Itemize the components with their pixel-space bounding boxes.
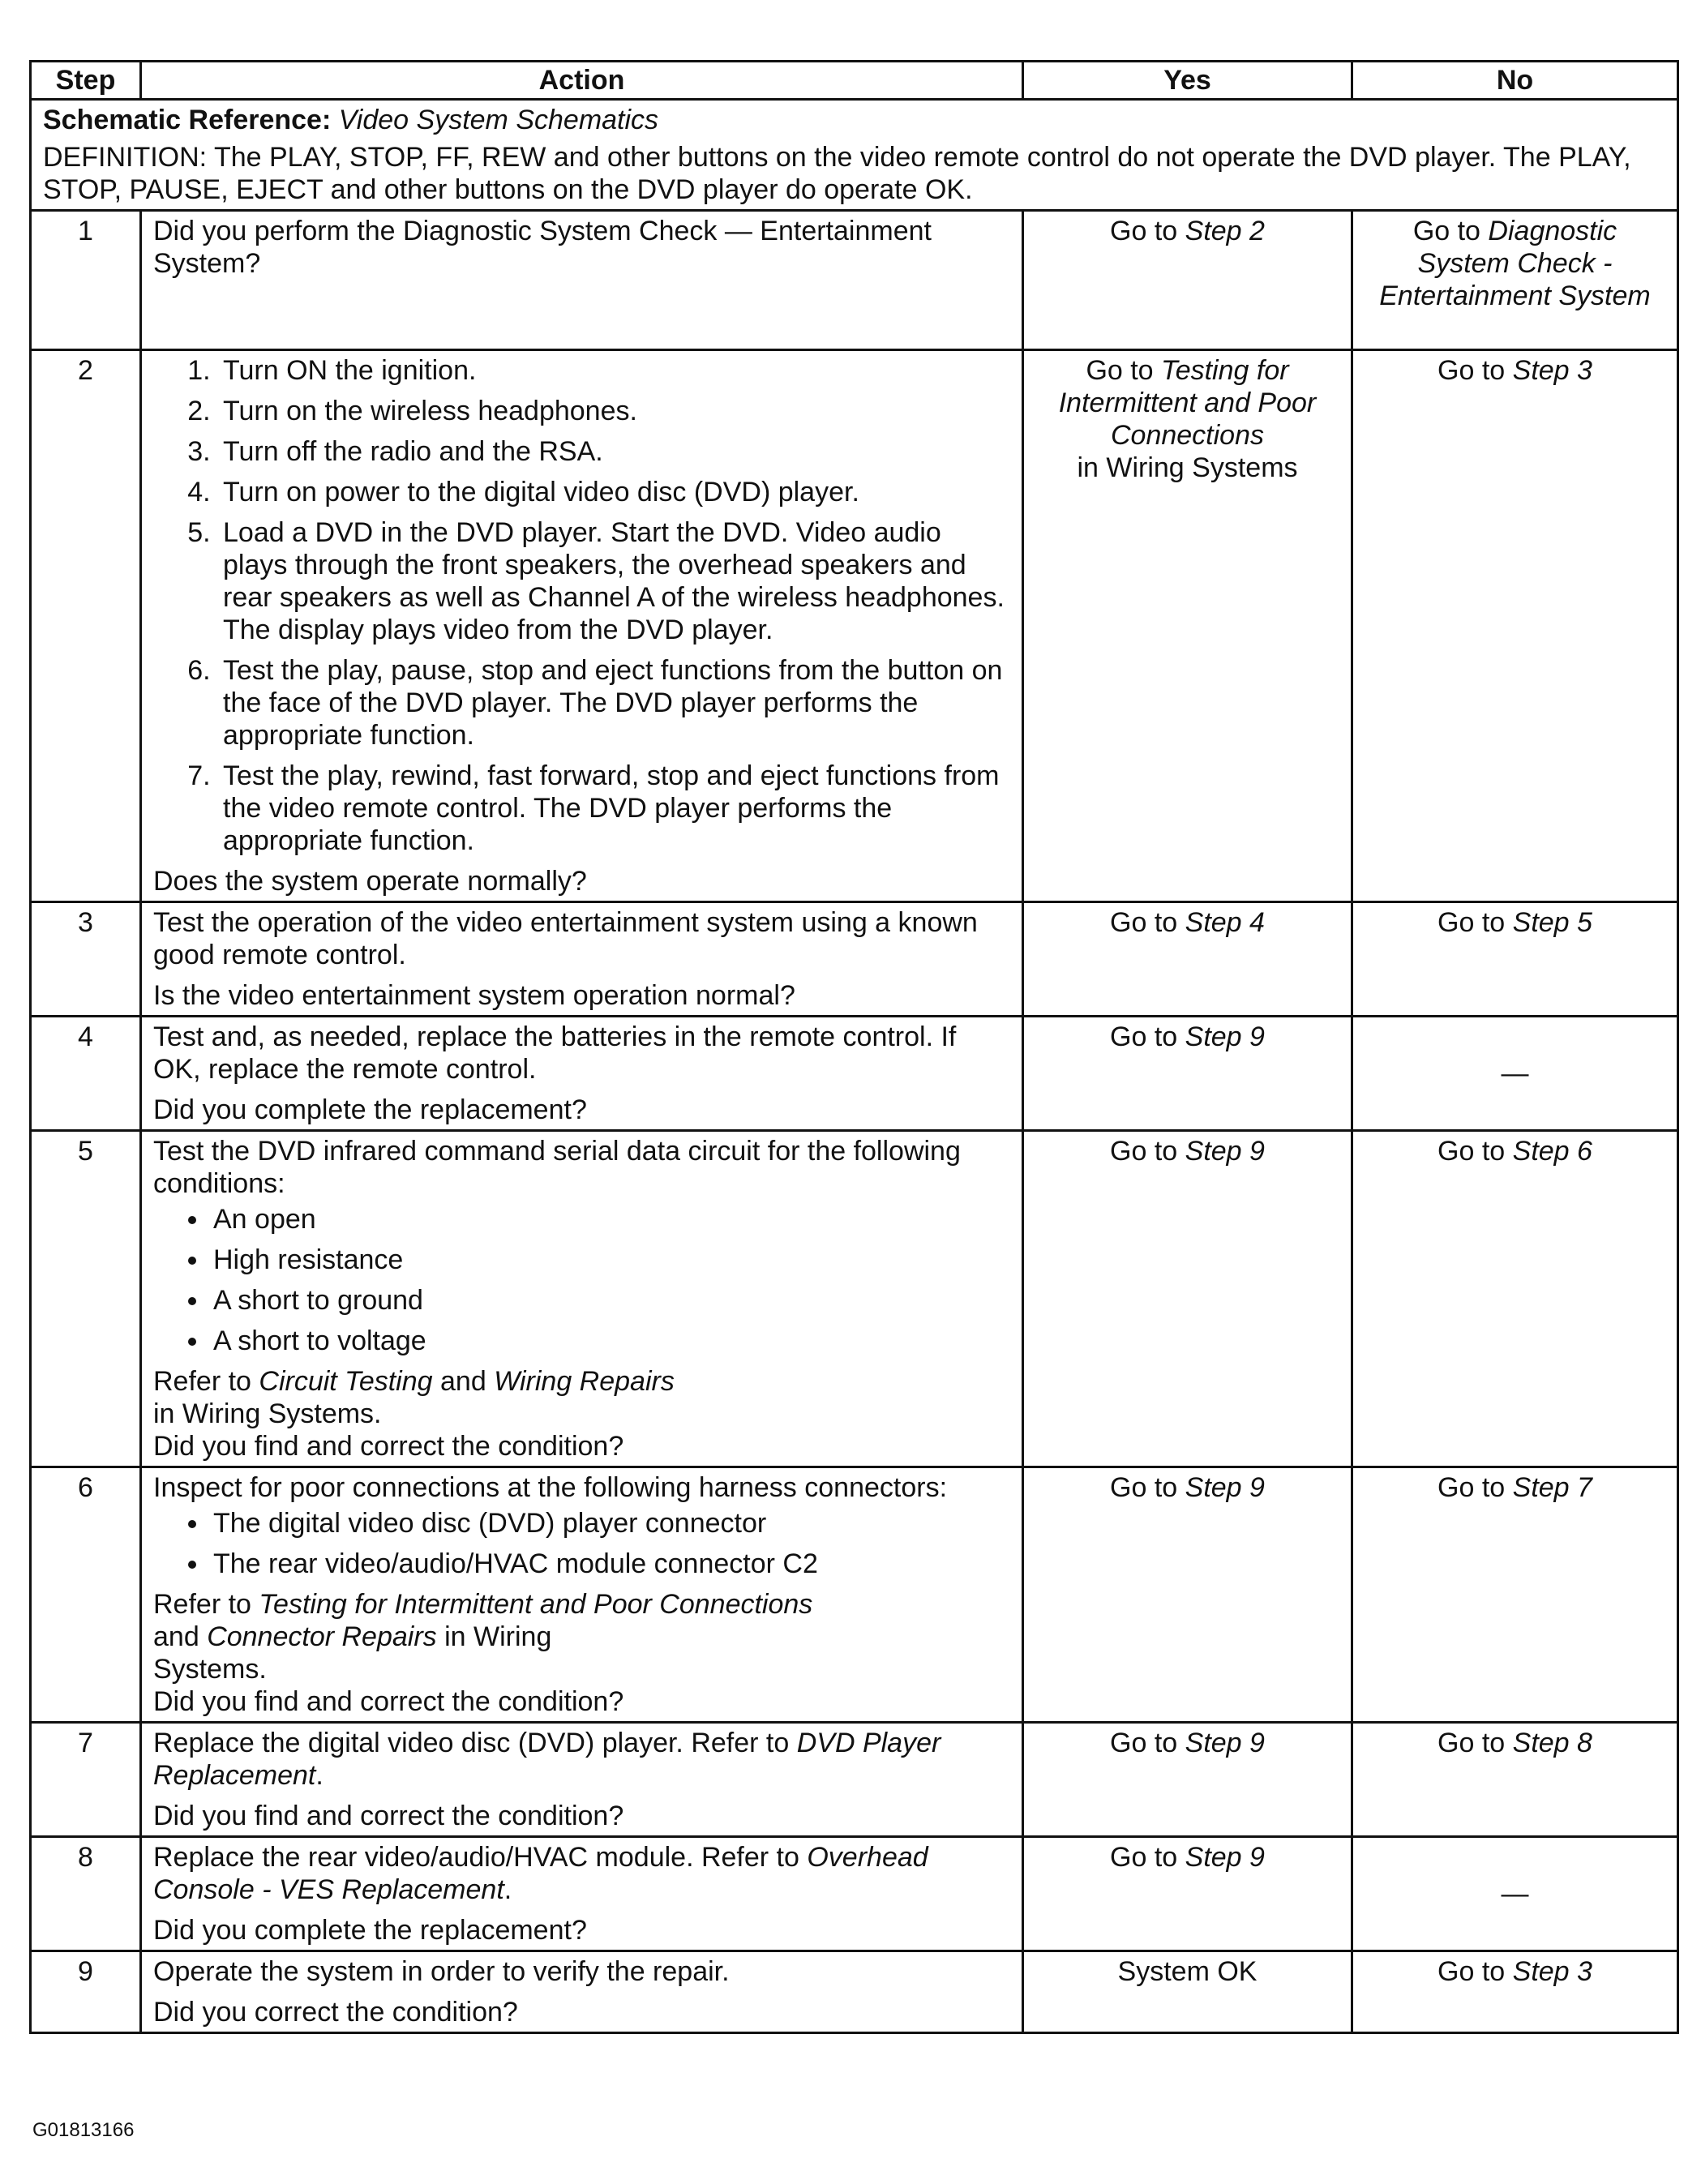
yes-cell: Go to Testing for Intermittent and Poor Connections in Wiring Systems (1023, 350, 1352, 902)
no-link[interactable]: Step 7 (1512, 1472, 1592, 1503)
header-no: No (1352, 62, 1678, 100)
connector-repairs-link[interactable]: Connector Repairs (207, 1621, 437, 1652)
step-number: 6 (31, 1467, 141, 1723)
action-cell (141, 1017, 1023, 1131)
question-text: Did you find and correct the condition? (153, 1686, 624, 1717)
list-item: • A short to voltage (210, 1325, 1010, 1357)
step-number: 8 (31, 1837, 141, 1951)
yes-link[interactable]: Step 9 (1185, 1136, 1265, 1167)
no-link[interactable]: Step 3 (1512, 1956, 1592, 1987)
no-cell: Go to Step 6 (1352, 1131, 1678, 1467)
list-item: 1. Turn ON the ignition. (218, 354, 1010, 387)
yes-link[interactable]: Step 4 (1185, 907, 1265, 938)
no-link[interactable]: Step 3 (1512, 355, 1592, 386)
step-number: 5 (31, 1131, 141, 1467)
yes-link[interactable]: Testing for Intermittent and Poor Connections (1058, 355, 1317, 451)
no-cell: Go to Diagnostic System Check - Entertainment System (1352, 211, 1678, 350)
schematic-reference-label: Schematic Reference: (43, 105, 332, 135)
table-row (31, 1723, 1678, 1837)
no-link[interactable]: Step 8 (1512, 1728, 1592, 1758)
list-item: • The rear video/audio/HVAC module connector C2 (210, 1548, 1010, 1580)
table-row (31, 350, 1678, 902)
connector-list (153, 1507, 1010, 1580)
question-text: Did you find and correct the condition? (153, 1801, 624, 1831)
step-number: 2 (31, 350, 141, 902)
condition-list (153, 1203, 1010, 1357)
action-text: Test the DVD infrared command serial data circuit for the following conditions: (153, 1136, 961, 1199)
procedure-list (153, 354, 1010, 857)
yes-cell: Go to Step 9 (1023, 1837, 1352, 1951)
question-text: Did you correct the condition? (153, 1997, 518, 2028)
action-text: Operate the system in order to verify the repair. (153, 1956, 730, 1987)
list-item: 5. Load a DVD in the DVD player. Start the DVD. Video audio plays through the front speakers, the overhead speakers and rear speakers as well as Channel A of the wireless headphones. The display plays video from the DVD player. (218, 516, 1010, 646)
table-row (31, 1017, 1678, 1131)
yes-cell: Go to Step 9 (1023, 1017, 1352, 1131)
list-item: 4. Turn on power to the digital video disc (DVD) player. (218, 476, 1010, 508)
list-item: • A short to ground (210, 1284, 1010, 1317)
action-cell (141, 1837, 1023, 1951)
action-text: Replace the digital video disc (DVD) player. Refer to DVD Player Replacement. (153, 1728, 941, 1791)
no-cell: Go to Step 3 (1352, 1951, 1678, 2033)
action-cell (141, 1723, 1023, 1837)
testing-intermittent-link[interactable]: Testing for Intermittent and Poor Connections (259, 1589, 813, 1620)
header-yes: Yes (1023, 62, 1352, 100)
circuit-testing-link[interactable]: Circuit Testing (259, 1366, 433, 1397)
action-text: Replace the rear video/audio/HVAC module. Refer to Overhead Console - VES Replacement. (153, 1842, 928, 1905)
step-number: 1 (31, 211, 141, 350)
table-row (31, 1131, 1678, 1467)
table-row (31, 211, 1678, 350)
no-cell: — (1352, 1837, 1678, 1951)
yes-link[interactable]: Step 9 (1185, 1472, 1265, 1503)
table-row (31, 1951, 1678, 2033)
refer-text: Refer to Testing for Intermittent and Poor Connections (153, 1589, 813, 1620)
table-row (31, 1467, 1678, 1723)
action-cell (141, 1951, 1023, 2033)
yes-cell: Go to Step 9 (1023, 1467, 1352, 1723)
list-item: • High resistance (210, 1244, 1010, 1276)
figure-id: G01813166 (32, 2119, 135, 2141)
dvd-player-replacement-link[interactable]: DVD Player Replacement (153, 1728, 941, 1791)
no-link[interactable]: Step 5 (1512, 907, 1592, 938)
action-cell: Inspect for poor connections at the following harness connectors: • The digital video disc (DVD) player connector • The rear video/audio/HVAC module connector C2 Refer to Testing for Intermittent and Poor Connections and Connector Repairs in Wiring Systems. Did you find and correct the condition? (141, 1467, 1023, 1723)
yes-cell: Go to Step 9 (1023, 1131, 1352, 1467)
wiring-repairs-link[interactable]: Wiring Repairs (494, 1366, 675, 1397)
list-item: 7. Test the play, rewind, fast forward, stop and eject functions from the video remote control. The DVD player performs the appropriate function. (218, 760, 1010, 857)
no-cell: Go to Step 5 (1352, 902, 1678, 1017)
yes-cell: Go to Step 2 (1023, 211, 1352, 350)
table-header-row (31, 62, 1678, 100)
action-cell (141, 211, 1023, 350)
refer-text: Refer to Circuit Testing and Wiring Repairs (153, 1366, 675, 1397)
yes-link[interactable]: Step 9 (1185, 1842, 1265, 1873)
yes-link[interactable]: Step 2 (1185, 216, 1265, 246)
question-text: Did you complete the replacement? (153, 1915, 587, 1946)
yes-cell: Go to Step 9 (1023, 1723, 1352, 1837)
question-text: Did you find and correct the condition? (153, 1431, 624, 1462)
list-item: 3. Turn off the radio and the RSA. (218, 435, 1010, 468)
header-action: Action (141, 62, 1023, 100)
question-text: Did you complete the replacement? (153, 1094, 587, 1125)
action-text: Test the operation of the video entertainment system using a known good remote control. (153, 907, 978, 970)
list-item: 2. Turn on the wireless headphones. (218, 395, 1010, 427)
yes-cell: System OK (1023, 1951, 1352, 2033)
no-cell: — (1352, 1017, 1678, 1131)
header-step: Step (31, 62, 141, 100)
step-number: 7 (31, 1723, 141, 1837)
action-cell (141, 902, 1023, 1017)
list-item: 6. Test the play, pause, stop and eject functions from the button on the face of the DVD player. The DVD player performs the appropriate function. (218, 654, 1010, 752)
no-link[interactable]: Step 6 (1512, 1136, 1592, 1167)
schematic-reference-row (31, 100, 1678, 211)
question-text: Did you perform the Diagnostic System Check — Entertainment System? (153, 216, 932, 279)
action-cell: Test the DVD infrared command serial data circuit for the following conditions: • An open • High resistance • A short to ground • A short to voltage Refer to Circuit Testing and Wiring Repairs in Wiring Systems. Did you find and correct the condition? (141, 1131, 1023, 1467)
question-text: Does the system operate normally? (153, 866, 587, 897)
table-row (31, 902, 1678, 1017)
action-text: Inspect for poor connections at the following harness connectors: (153, 1472, 948, 1503)
no-cell: Go to Step 7 (1352, 1467, 1678, 1723)
no-link[interactable]: Diagnostic System Check - Entertainment System (1379, 216, 1651, 311)
question-text: Is the video entertainment system operation normal? (153, 980, 795, 1011)
schematic-reference-link[interactable]: Video System Schematics (338, 105, 659, 135)
step-number: 4 (31, 1017, 141, 1131)
table-row (31, 1837, 1678, 1951)
schematic-reference-cell (31, 100, 1678, 211)
definition-text: DEFINITION: The PLAY, STOP, FF, REW and other buttons on the video remote control do not operate the DVD player. The PLAY, STOP, PAUSE, EJECT and other buttons on the DVD player do operate OK. (43, 142, 1631, 205)
diagnostic-table (29, 60, 1679, 2034)
yes-link[interactable]: Step 9 (1185, 1021, 1265, 1052)
yes-cell: Go to Step 4 (1023, 902, 1352, 1017)
step-number: 9 (31, 1951, 141, 2033)
action-cell (141, 350, 1023, 902)
step-number: 3 (31, 902, 141, 1017)
overhead-console-replacement-link[interactable]: Overhead Console - VES Replacement (153, 1842, 928, 1905)
action-text: Test and, as needed, replace the batteries in the remote control. If OK, replace the remote control. (153, 1021, 957, 1085)
list-item: • An open (210, 1203, 1010, 1235)
no-cell: Go to Step 8 (1352, 1723, 1678, 1837)
yes-link[interactable]: Step 9 (1185, 1728, 1265, 1758)
no-cell: Go to Step 3 (1352, 350, 1678, 902)
diagnostic-table-container (29, 60, 1677, 2034)
list-item: • The digital video disc (DVD) player connector (210, 1507, 1010, 1540)
